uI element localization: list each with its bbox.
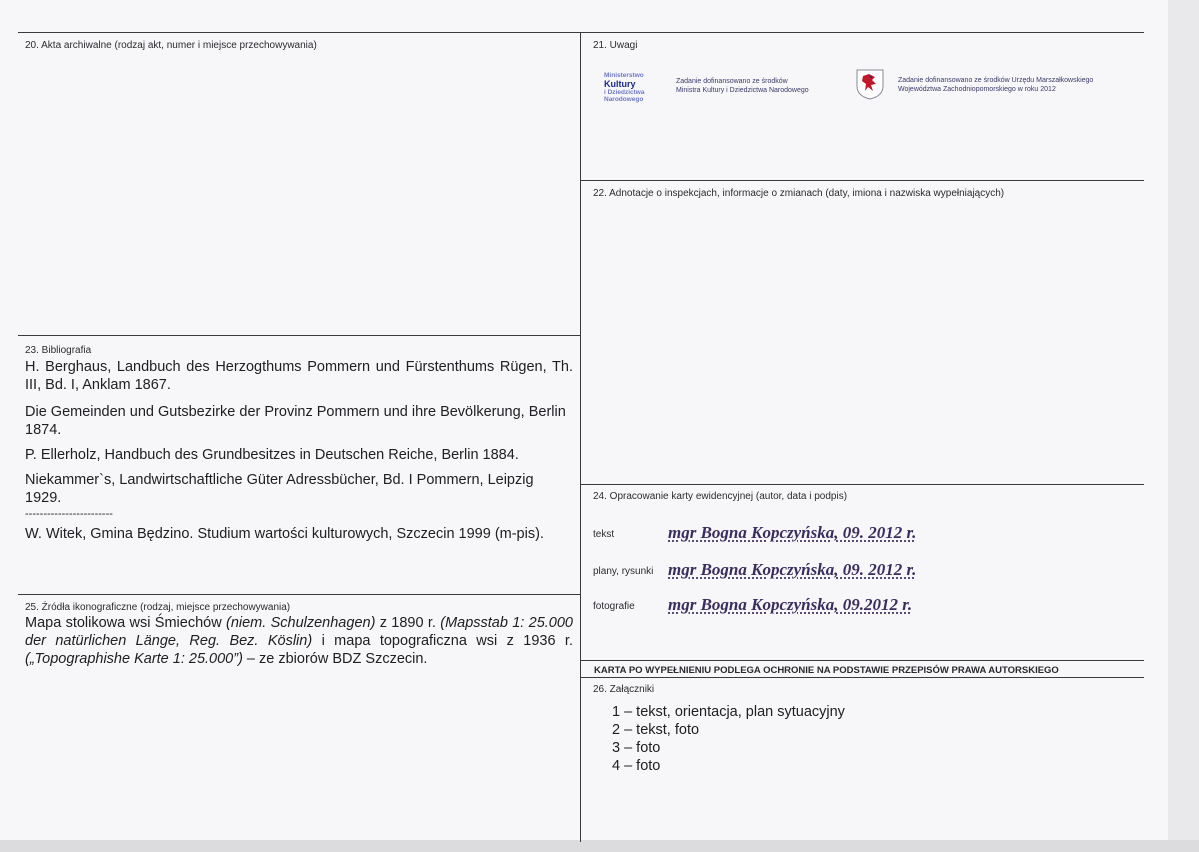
grant-ministry-text: Zadanie dofinansowano ze środków Ministra Kultury i Dziedzictwa Narodowego (676, 78, 809, 94)
section-26-label: 26. Załączniki (593, 684, 655, 695)
section-23-label: 23. Bibliografia (25, 345, 92, 356)
scan-margin-bottom (0, 840, 1199, 852)
section-22-label: 22. Adnotacje o inspekcjach, informacje o zmianach (daty, imiona i nazwiska wypełniających) (593, 188, 1005, 199)
row-label-tekst: tekst (593, 529, 615, 540)
author-signature: mgr Bogna Kopczyńska, 09. 2012 r. (668, 523, 917, 542)
voivodeship-crest-icon (855, 68, 885, 100)
section-24-label: 24. Opracowanie karty ewidencyjnej (autor, data i podpis) (593, 491, 848, 502)
attachment-item: 4 – foto (612, 758, 661, 774)
source-text: Mapa stolikowa wsi Śmiechów (25, 615, 226, 631)
section-21-label: 21. Uwagi (593, 40, 638, 51)
bibliography-entry: Die Gemeinden und Gutsbezirke der Provinz Pommern und ihre Bevölkerung, Berlin 1874. (25, 404, 566, 438)
center-divider (580, 32, 581, 842)
attachment-item: 2 – tekst, foto (612, 722, 700, 738)
row-label-plany: plany, rysunki (593, 566, 654, 577)
rule-23-25 (18, 594, 580, 595)
bibliography-entry: P. Ellerholz, Handbuch des Grundbesitzes in Deutschen Reiche, Berlin 1884. (25, 447, 519, 463)
source-text: z 1890 r. (375, 615, 441, 631)
source-detail-italic: (Mapsstab 1: 25.000 der natürlichen Länge, Reg. Bez. Köslin) (25, 615, 573, 649)
rule-24-notice (580, 660, 1144, 661)
grant-voivodeship-text: Zadanie dofinansowano ze środków Urzędu Marszałkowskiego Województwa Zachodniopomorskiego w roku 2012 (898, 77, 1094, 93)
top-rule (18, 32, 1144, 33)
bibliography-entry: H. Berghaus, Landbuch des Herzogthums Pommern und Fürstenthums Rügen, Th. III, Bd. I, Anklam 1867. (25, 359, 573, 393)
copyright-notice: KARTA PO WYPEŁNIENIU PODLEGA OCHRONIE NA PODSTAWIE PRZEPISÓW PRAWA AUTORSKIEGO (594, 665, 1059, 676)
separator-line: ------------------------ (25, 508, 113, 520)
author-signature: mgr Bogna Kopczyńska, 09. 2012 r. (668, 560, 917, 579)
author-signature: mgr Bogna Kopczyńska, 09.2012 r. (668, 595, 913, 614)
attachment-item: 1 – tekst, orientacja, plan sytuacyjny (612, 704, 845, 720)
rule-22-24 (580, 484, 1144, 485)
rule-21-22 (580, 180, 1144, 181)
rule-notice-26 (580, 677, 1144, 678)
attachment-item: 3 – foto (612, 740, 661, 756)
bibliography-entry: Niekammer`s, Landwirtschaftliche Güter Adressbücher, Bd. I Pommern, Leipzig 1929. (25, 472, 534, 506)
ministry-logo: Ministerstwo Kultury i Dziedzictwa Narodowego (604, 72, 645, 103)
source-text: – ze zbiorów BDZ Szczecin. (242, 651, 428, 667)
scan-margin-right (1168, 0, 1199, 852)
source-detail-italic: („Topographishe Karte 1: 25.000”) (25, 651, 243, 667)
rule-20-23 (18, 335, 580, 336)
section-25-label: 25. Źródła ikonograficzne (rodzaj, miejsce przechowywania) (25, 602, 291, 613)
bibliography-entry: W. Witek, Gmina Będzino. Studium wartości kulturowych, Szczecin 1999 (m-pis). (25, 526, 544, 542)
section-20-label: 20. Akta archiwalne (rodzaj akt, numer i miejsce przechowywania) (25, 40, 317, 51)
source-text: i mapa topograficzna wsi z 1936 r. (312, 633, 573, 649)
iconographic-sources-text (25, 614, 573, 668)
row-label-fotografie: fotografie (593, 601, 635, 612)
source-detail-italic: (niem. Schulzenhagen) (226, 615, 376, 631)
